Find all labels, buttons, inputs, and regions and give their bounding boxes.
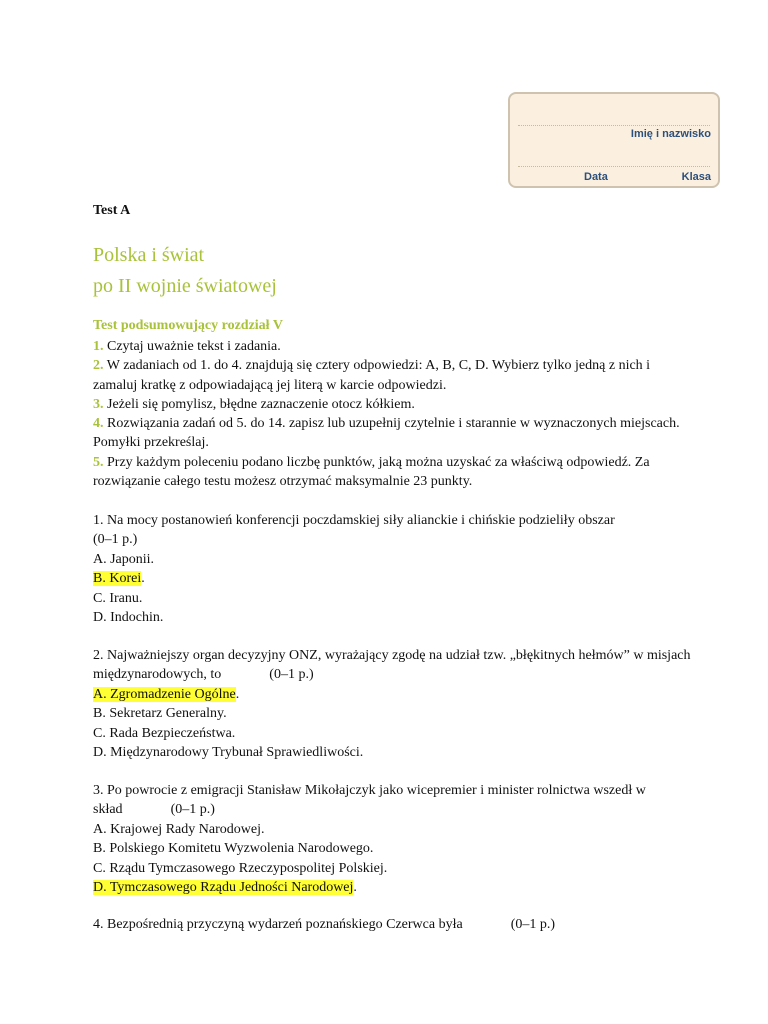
answer-highlight: A. Zgromadzenie Ogólne (93, 686, 236, 702)
name-line[interactable] (518, 125, 710, 126)
name-label: Imię i nazwisko (630, 128, 711, 140)
option-b[interactable]: B. Korei. (93, 571, 145, 587)
instruction-item: 2. W zadaniach od 1. do 4. znajdują się cztery odpowiedzi: A, B, C, D. Wybierz tylko jedną z nich i zamaluj kratkę z odpowiadającą jej literą w karcie odpowiedzi. (93, 358, 651, 393)
option-c[interactable]: C. Iranu. (93, 590, 143, 606)
date-class-line[interactable] (518, 166, 710, 167)
instructions (93, 337, 693, 491)
option-d[interactable]: D. Indochin. (93, 610, 164, 626)
option-b[interactable]: B. Sekretarz Generalny. (93, 706, 227, 722)
question-points: (0–1 p.) (170, 802, 215, 818)
option-c[interactable]: C. Rada Bezpieczeństwa. (93, 725, 236, 741)
question-1 (93, 511, 693, 627)
option-d[interactable]: D. Międzynarodowy Trybunał Sprawiedliwości. (93, 745, 364, 761)
question-prompt: 2. Najważniejszy organ decyzyjny ONZ, wyrażający zgodę na udział tzw. „błękitnych hełmów” w misjach międzynarodowych, to (0–1 p.) (93, 648, 691, 683)
question-points: (0–1 p.) (510, 917, 556, 932)
option-d[interactable]: D. Tymczasowego Rządu Jedności Narodowej. (93, 880, 357, 896)
question-4 (93, 915, 693, 934)
option-b[interactable]: B. Polskiego Komitetu Wyzwolenia Narodowego. (93, 841, 374, 857)
option-a[interactable]: A. Japonii. (93, 551, 155, 567)
instruction-item: 5. Przy każdym poleceniu podano liczbę punktów, jaką można uzyskać za właściwą odpowiedź. Za rozwiązanie całego testu możesz otrzymać maksymalnie 23 punkty. (93, 454, 650, 490)
instruction-item: 1. Czytaj uważnie tekst i zadania. (93, 339, 281, 354)
question-prompt: 1. Na mocy postanowień konferencji poczdamskiej siły alianckie i chińskie podzieliły obszar (93, 513, 615, 528)
answer-highlight: D. Tymczasowego Rządu Jedności Narodowej (93, 880, 354, 896)
answer-highlight: B. Korei (93, 571, 142, 587)
option-c[interactable]: C. Rządu Tymczasowego Rzeczypospolitej Polskiej. (93, 860, 388, 876)
subtitle: Test podsumowujący rozdział V (93, 318, 283, 333)
question-2 (93, 646, 693, 762)
title-line-2: po II wojnie światowej (93, 275, 277, 297)
question-prompt: 4. Bezpośrednią przyczyną wydarzeń poznańskiego Czerwca była (0–1 p.) (93, 917, 556, 932)
test-label: Test A (93, 203, 131, 218)
title-line-1: Polska i świat (93, 244, 205, 266)
question-3 (93, 781, 693, 897)
question-points: (0–1 p.) (93, 532, 138, 548)
page-title (93, 240, 277, 302)
instruction-item: 3. Jeżeli się pomylisz, błędne zaznaczenie otocz kółkiem. (93, 396, 415, 412)
class-label: Klasa (681, 171, 711, 183)
question-prompt: 3. Po powrocie z emigracji Stanisław Mikołajczyk jako wicepremier i minister rolnictwa wszedł w skład (0–1 p.) (93, 783, 646, 818)
option-a[interactable]: A. Zgromadzenie Ogólne. (93, 686, 240, 702)
date-label: Data (584, 171, 608, 183)
option-a[interactable]: A. Krajowej Rady Narodowej. (93, 821, 265, 837)
name-date-class-box (508, 92, 720, 188)
instruction-item: 4. Rozwiązania zadań od 5. do 14. zapisz lub uzupełnij czytelnie i starannie w wyznaczonych miejscach. Pomyłki przekreślaj. (93, 416, 680, 451)
question-points: (0–1 p.) (269, 667, 314, 683)
